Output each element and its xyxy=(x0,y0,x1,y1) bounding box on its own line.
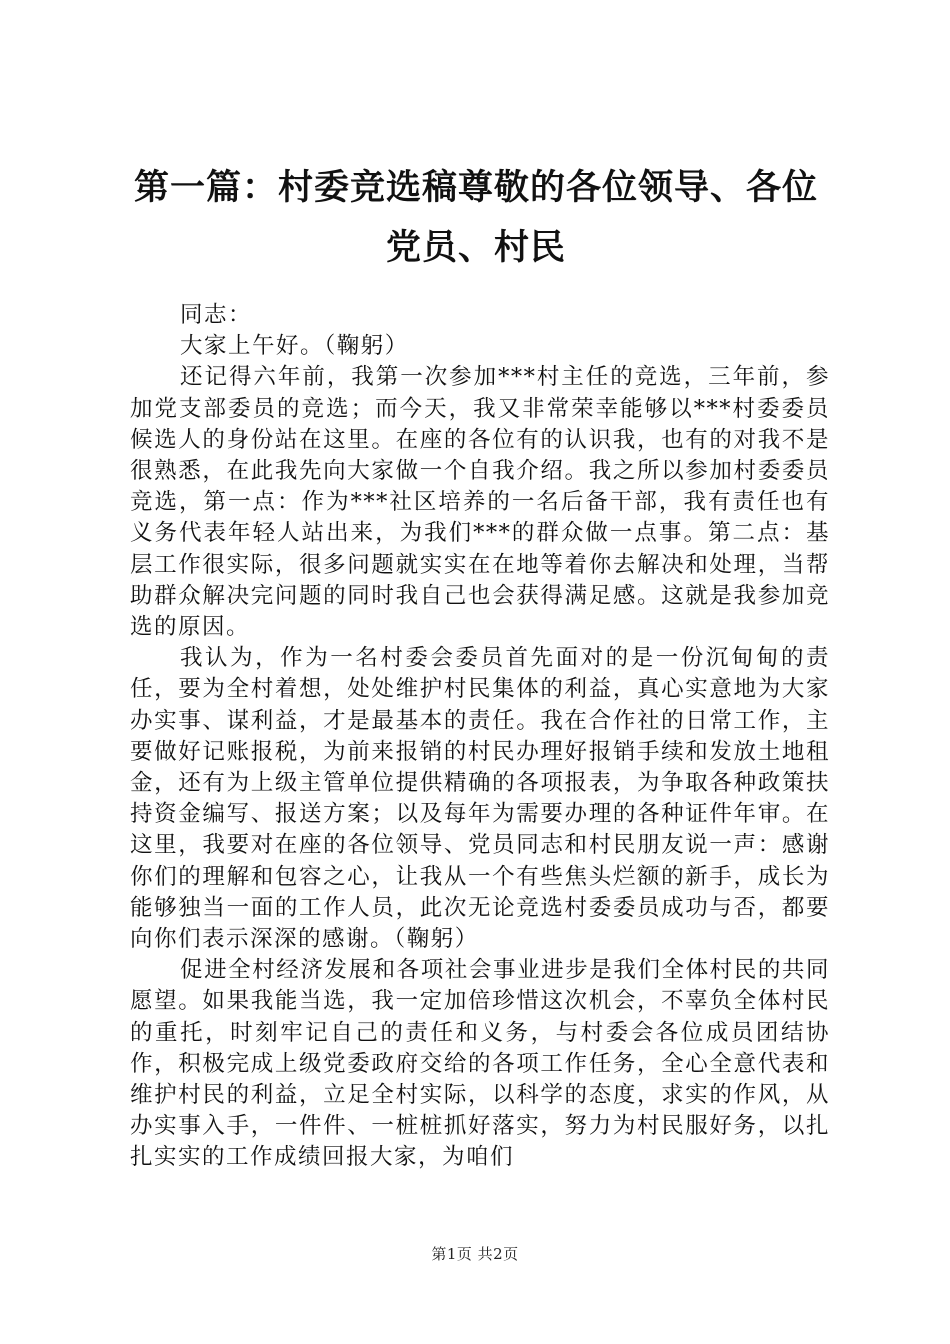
document-body xyxy=(130,300,830,1174)
body-paragraph: 还记得六年前，我第一次参加***村主任的竞选，三年前，参加党支部委员的竞选；而今天，我又非常荣幸能够以***村委委员候选人的身份站在这里。在座的各位有的认识我，也有的对我不是很熟悉，在此我先向大家做一个自我介绍。我之所以参加村委委员竞选，第一点：作为***社区培养的一名后备干部，我有责任也有义务代表年轻人站出来，为我们***的群众做一点事。第二点：基层工作很实际，很多问题就实实在在地等着你去解决和处理，当帮助群众解决完问题的同时我自己也会获得满足感。这就是我参加竞选的原因。 xyxy=(130,364,830,641)
body-paragraph: 促进全村经济发展和各项社会事业进步是我们全体村民的共同愿望。如果我能当选，我一定加倍珍惜这次机会，不辜负全体村民的重托，时刻牢记自己的责任和义务，与村委会各位成员团结协作，积极完成上级党委政府交给的各项工作任务，全心全意代表和维护村民的利益，立足全村实际，以科学的态度，求实的作风，从办实事入手，一件件、一桩桩抓好落实，努力为村民服好务，以扎扎实实的工作成绩回报大家，为咱们 xyxy=(130,957,830,1171)
document-title: 第一篇：村委竞选稿尊敬的各位领导、各位党员、村民 xyxy=(133,167,818,268)
page-footer: 第1页 共2页 xyxy=(431,1245,519,1263)
salutation-paragraph: 同志： xyxy=(180,302,253,328)
body-paragraph: 我认为，作为一名村委会委员首先面对的是一份沉甸甸的责任，要为全村着想，处处维护村民集体的利益，真心实意地为大家办实事、谋利益，才是最基本的责任。我在合作社的日常工作，主要做好记账报税，为前来报销的村民办理好报销手续和发放土地租金，还有为上级主管单位提供精确的各项报表，为争取各种政策扶持资金编写、报送方案；以及每年为需要办理的各种证件年审。在这里，我要对在座的各位领导、党员同志和村民朋友说一声：感谢你们的理解和包容之心，让我从一个有些焦头烂额的新手，成长为能够独当一面的工作人员，此次无论竞选村委委员成功与否，都要向你们表示深深的感谢。（鞠躬） xyxy=(130,645,830,953)
greeting-paragraph: 大家上午好。（鞠躬） xyxy=(180,333,409,360)
